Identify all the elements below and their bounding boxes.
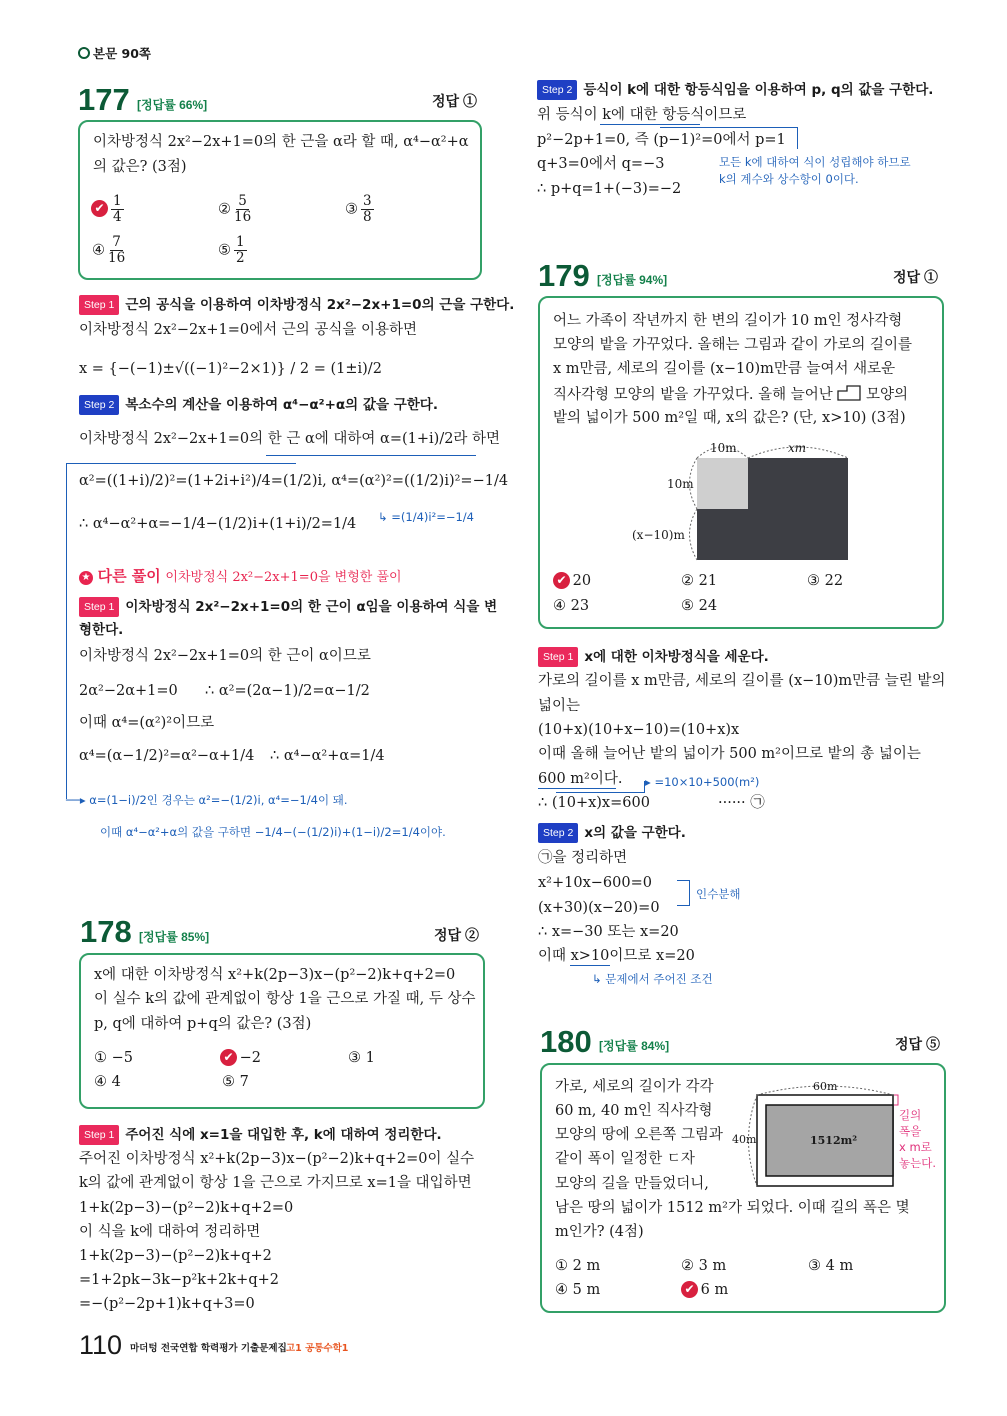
page-number: 110 xyxy=(79,1330,123,1360)
annotation-note: ──▸ α=(1−i)/2인 경우는 α²=−(1/2)i, α⁴=−1/4이 돼. xyxy=(66,793,348,807)
choice-2[interactable]: ② 3 m xyxy=(681,1258,727,1274)
annotation-bracket xyxy=(677,880,690,906)
question-line: p, q에 대하여 p+q의 값은? (3점) xyxy=(94,1016,312,1032)
choice-5[interactable]: 6 m xyxy=(700,1282,729,1298)
solution-line: 이 식을 k에 대하여 정리하면 xyxy=(79,1224,261,1240)
question-line: 남은 땅의 넓이가 1512 m²가 되었다. 이때 길의 폭은 몇 xyxy=(555,1200,910,1216)
solution-line: ∴ α⁴−α²+α=1/4 xyxy=(270,748,385,764)
solution-line: =−(p²−2p+1)k+q+3=0 xyxy=(79,1296,255,1312)
question-line: x m만큼, 세로의 길이를 (x−10)m만큼 늘여서 새로운 xyxy=(553,361,896,377)
solution-line: α²=((1+i)/2)²=(1+2i+i²)/4=(1/2)i, α⁴=(α²)²=((1/2)i)²=−1/4 xyxy=(79,473,509,489)
step2-heading: Step 2 등식이 k에 대한 항등식임을 이용하여 p, q의 값을 구한다. xyxy=(537,80,933,100)
choice-4[interactable]: ④ $\frac{7}{16}$ xyxy=(92,234,126,266)
field-figure xyxy=(630,438,860,563)
solution-line: ∴ x=−30 또는 x=20 xyxy=(538,924,679,940)
choice-4[interactable]: ④ 4 xyxy=(94,1074,121,1090)
solution-line: ∴ α²=(2α−1)/2=α−1/2 xyxy=(205,683,370,699)
section-reference xyxy=(78,45,151,63)
choice-3[interactable]: ③ 4 m xyxy=(808,1258,854,1274)
annotation-connector xyxy=(660,127,798,128)
choice-1[interactable]: 20 xyxy=(572,573,592,589)
solution-line: 600 m²이다. xyxy=(538,771,623,787)
annotation-underline xyxy=(538,788,616,789)
solution-line: (10+x)(10+x−10)=(10+x)x xyxy=(538,722,740,738)
choice-2[interactable]: ② 21 xyxy=(681,573,718,589)
choice-2[interactable]: ② $\frac{5}{16}$ xyxy=(218,193,252,225)
annotation-underline xyxy=(600,124,700,125)
annotation-note: 길의 폭을 x m로 놓는다. xyxy=(899,1108,936,1170)
question-line: 직사각형 모양의 밭을 가꾸었다. 올해 늘어난 모양의 xyxy=(553,385,908,406)
annotation-note: ▸ =10×10+500(m²) xyxy=(645,775,760,789)
step-badge: Step 2 xyxy=(79,395,119,415)
alternative-solution-heading: ★ 다른 풀이 이차방정식 2x²−2x+1=0을 변형한 풀이 xyxy=(79,567,402,587)
correct-rate: [정답률 84%] xyxy=(599,1039,670,1053)
annotation-note: ↳ 문제에서 주어진 조건 xyxy=(592,972,713,986)
correct-rate: [정답률 66%] xyxy=(137,98,208,112)
annotation-underline xyxy=(570,965,610,966)
section-ref-text: 본문 90쪽 xyxy=(93,46,151,61)
solution-line: q+3=0에서 q=−3 xyxy=(537,156,665,172)
solution-line: 가로의 길이를 x m만큼, 세로의 길이를 (x−10)m만큼 늘린 밭의 xyxy=(538,673,946,689)
choice-5[interactable]: ⑤ $\frac{1}{2}$ xyxy=(218,234,245,266)
alt-step1-heading: Step 1 이차방정식 2x²−2x+1=0의 한 근이 α임을 이용하여 식을 변 xyxy=(79,597,497,617)
question-line: 같이 폭이 일정한 ㄷ자 xyxy=(555,1151,695,1167)
solution-line: 넓이는 xyxy=(538,698,581,714)
step-title: 복소수의 계산을 이용하여 α⁴−α²+α의 값을 구한다. xyxy=(125,397,438,413)
step-badge: Step 1 xyxy=(79,295,119,315)
alt-step1-heading-cont: 형한다. xyxy=(79,622,124,638)
equation-tag: ······ ㉠ xyxy=(718,795,765,811)
question-line: 의 값은? (3점) xyxy=(93,159,187,175)
figure-label: (x−10)m xyxy=(632,528,685,542)
answer-label: 정답 ⑤ xyxy=(895,1036,940,1052)
question-line: 가로, 세로의 길이가 각각 xyxy=(555,1079,714,1095)
choice-5[interactable]: ⑤ 7 xyxy=(222,1074,249,1090)
annotation-connector xyxy=(797,127,798,149)
solution-line: 2α²−2α+1=0 xyxy=(79,683,178,699)
check-mark-icon: ✔ xyxy=(553,572,570,589)
solution-line: 주어진 이차방정식 x²+k(2p−3)x−(p²−2)k+q+2=0이 실수 xyxy=(79,1151,475,1167)
solution-line: 이때 x>10이므로 x=20 xyxy=(538,948,695,964)
figure-label: 10m xyxy=(710,441,737,455)
solution-line: ㉠을 정리하면 xyxy=(538,850,628,866)
solution-line: k의 값에 관계없이 항상 1을 근으로 가지므로 x=1을 대입하면 xyxy=(79,1175,472,1191)
solution-line: ∴ p+q=1+(−3)=−2 xyxy=(537,181,682,197)
answer-label: 정답 ① xyxy=(893,269,938,285)
solution-line: 이차방정식 2x²−2x+1=0의 한 근이 α이므로 xyxy=(79,648,371,664)
question-line: 어느 가족이 작년까지 한 변의 길이가 10 m인 정사각형 xyxy=(553,313,903,329)
solution-line: 이차방정식 2x²−2x+1=0에서 근의 공식을 이용하면 xyxy=(79,322,418,338)
solution-line: 이차방정식 2x²−2x+1=0의 한 근 α에 대하여 α=(1+i)/2라 하면 xyxy=(79,431,501,447)
solution-line: 위 등식이 k에 대한 항등식이므로 xyxy=(537,107,747,123)
question-line: x에 대한 이차방정식 x²+k(2p−3)x−(p²−2)k+q+2=0 xyxy=(94,967,456,983)
book-title: 마더텅 전국연합 학력평가 기출문제집 xyxy=(130,1343,287,1354)
figure-label: 60m xyxy=(813,1080,838,1093)
solution-line: ∴ α⁴−α²+α=−1/4−(1/2)i+(1+i)/2=1/4 xyxy=(79,516,357,532)
step-title: 근의 공식을 이용하여 이차방정식 2x²−2x+1=0의 근을 구한다. xyxy=(125,297,515,313)
choice-3[interactable]: ③ 22 xyxy=(807,573,844,589)
solution-line: p²−2p+1=0, 즉 (p−1)²=0에서 p=1 xyxy=(537,132,786,148)
annotation-connector xyxy=(66,463,67,799)
solution-line: 1+k(2p−3)−(p²−2)k+q+2 xyxy=(79,1248,272,1264)
figure-label: xm xyxy=(788,441,807,455)
solution-line: x²+10x−600=0 xyxy=(538,875,652,891)
question-line: 모양의 길을 만들었더니, xyxy=(555,1176,709,1192)
question-line: 이 실수 k의 값에 관계없이 항상 1을 근으로 가질 때, 두 상수 xyxy=(94,991,476,1007)
l-shape-icon xyxy=(837,385,861,406)
step2-heading: Step 2 x의 값을 구한다. xyxy=(538,823,686,843)
book-subject: 고1 공통수학1 xyxy=(286,1343,349,1354)
figure-label: 40m xyxy=(732,1133,757,1146)
answer-label: 정답 ① xyxy=(432,93,477,109)
annotation-note: 인수분해 xyxy=(696,887,741,901)
question-line: 이차방정식 2x²−2x+1=0의 한 근을 α라 할 때, α⁴−α²+α xyxy=(93,134,469,150)
choice-1[interactable]: ① −5 xyxy=(94,1050,133,1066)
choice-5[interactable]: ⑤ 24 xyxy=(681,598,718,614)
problem-number-178: 178 xyxy=(80,914,132,949)
solution-line: x = {−(−1)±√((−1)²−2×1)} / 2 = (1±i)/2 xyxy=(79,361,382,377)
question-line: 밭의 넓이가 500 m²일 때, x의 값은? (단, x>10) (3점) xyxy=(553,410,906,426)
annotation-connector xyxy=(66,463,296,464)
problem-number-177: 177 xyxy=(78,82,130,117)
annotation-note: 모든 k에 대하여 식이 성립해야 하므로 xyxy=(719,155,911,169)
choice-4[interactable]: ④ 23 xyxy=(553,598,590,614)
question-line: 60 m, 40 m인 직사각형 xyxy=(555,1103,713,1119)
annotation-underline xyxy=(266,455,476,456)
check-mark-icon: ✔ xyxy=(91,200,108,217)
correct-rate: [정답률 94%] xyxy=(597,273,668,287)
star-icon: ★ xyxy=(79,571,93,585)
step1-heading: Step 1 주어진 식에 x=1을 대입한 후, k에 대하여 정리한다. xyxy=(79,1125,442,1145)
solution-line: (x+30)(x−20)=0 xyxy=(538,900,660,916)
circle-icon xyxy=(78,47,90,59)
step2-heading xyxy=(79,395,438,415)
figure-label: 1512m² xyxy=(810,1134,858,1147)
solution-line: α⁴=(α−1/2)²=α²−α+1/4 xyxy=(79,748,255,764)
solution-line: 이때 α⁴=(α²)²이므로 xyxy=(79,715,215,731)
problem-number-180: 180 xyxy=(540,1024,592,1059)
problem-number-179: 179 xyxy=(538,258,590,293)
annotation-connector xyxy=(556,792,644,793)
solution-line: 1+k(2p−3)−(p²−2)k+q+2=0 xyxy=(79,1200,294,1216)
figure-label: 10m xyxy=(667,477,694,491)
solution-line: 이때 올해 늘어난 밭의 넓이가 500 m²이므로 밭의 총 넓이는 xyxy=(538,746,921,762)
choice-3[interactable]: ③ 1 xyxy=(348,1050,375,1066)
correct-rate: [정답률 85%] xyxy=(139,930,210,944)
step1-heading xyxy=(79,295,514,315)
question-line: 모양의 땅에 오른쪽 그림과 xyxy=(555,1127,723,1143)
question-line: m인가? (4점) xyxy=(555,1224,644,1240)
solution-line: ∴ (10+x)x=600 xyxy=(538,795,650,811)
step1-heading: Step 1 x에 대한 이차방정식을 세운다. xyxy=(538,647,769,667)
check-mark-icon: ✔ xyxy=(220,1049,237,1066)
choice-3[interactable]: ③ $\frac{3}{8}$ xyxy=(345,193,372,225)
answer-label: 정답 ② xyxy=(434,927,479,943)
choice-1[interactable]: $\frac{1}{4}$ xyxy=(113,193,122,225)
choice-2[interactable]: −2 xyxy=(239,1050,261,1066)
choice-1[interactable]: ① 2 m xyxy=(555,1258,601,1274)
solution-line: =1+2pk−3k−p²k+2k+q+2 xyxy=(79,1272,279,1288)
annotation-note: k의 계수와 상수항이 0이다. xyxy=(719,172,859,186)
annotation-note: 이때 α⁴−α²+α의 값을 구하면 −1/4−(−(1/2)i)+(1−i)/2=1/4이야. xyxy=(100,825,446,839)
choice-4[interactable]: ④ 5 m xyxy=(555,1282,601,1298)
check-mark-icon: ✔ xyxy=(681,1281,698,1298)
question-line: 모양의 밭을 가꾸었다. 올해는 그림과 같이 가로의 길이를 xyxy=(553,337,913,353)
annotation-note: ↳ =(1/4)i²=−1/4 xyxy=(378,510,474,524)
